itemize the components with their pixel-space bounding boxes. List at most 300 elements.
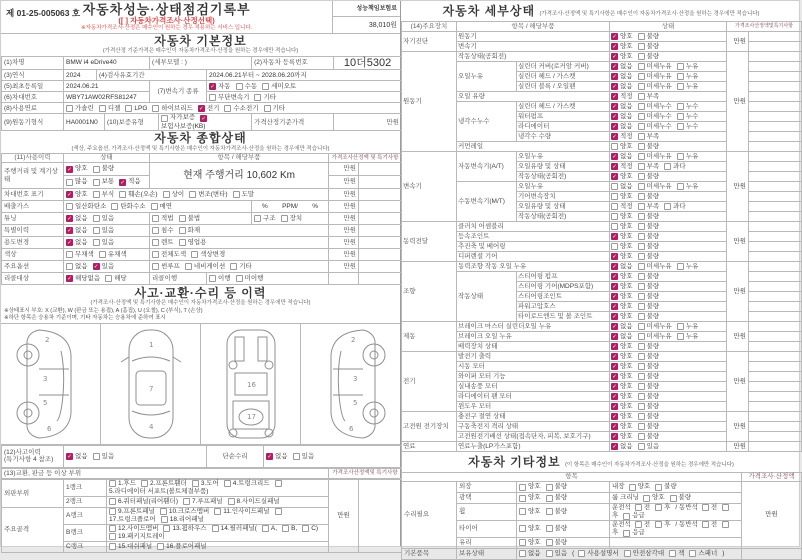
checkbox-checked[interactable]: ✓ [612,114,617,120]
checkbox[interactable] [228,498,235,505]
checkbox-checked[interactable]: ✓ [612,354,617,360]
usage-label: 용도변경 [2,237,64,249]
option-label: 있음 [101,214,115,222]
checkbox[interactable] [66,179,73,186]
checkbox[interactable] [109,533,116,540]
checkbox[interactable] [638,333,645,340]
option-label: 누수 [685,113,699,120]
checkbox[interactable] [624,550,631,557]
option-label: 불량 [646,343,660,350]
checkbox[interactable] [638,393,645,400]
checkbox[interactable] [722,521,729,528]
checkbox[interactable] [546,539,553,546]
checkbox[interactable] [152,227,159,234]
option-label: 과다 [673,203,686,210]
checkbox[interactable] [638,363,645,370]
checkbox-checked[interactable]: ✓ [612,84,617,90]
checkbox-checked[interactable]: ✓ [612,34,617,40]
checkbox-checked[interactable]: ✓ [612,254,617,260]
option-group [611,122,725,131]
checkbox[interactable] [157,543,164,550]
price-blank [749,222,802,232]
option-label: 양호 [528,539,541,547]
checkbox[interactable] [638,433,645,440]
checkbox[interactable] [546,484,553,491]
page-title: 자동차성능·상태점검기록부 [82,2,251,17]
option-label: 없음 [75,262,88,270]
registration-number: 10더5302 [334,56,402,70]
checkbox[interactable] [677,153,684,160]
rank-label: A랭크 [64,507,107,524]
checkbox-checked[interactable]: ✓ [612,94,617,100]
column-header: 가격조사산정액및 특기사항 [329,468,402,478]
checkbox-checked[interactable]: ✓ [67,228,72,235]
checkbox[interactable] [638,413,645,420]
checkbox[interactable] [302,525,309,532]
checkbox[interactable] [677,333,684,340]
checkbox[interactable] [638,43,645,50]
checkbox[interactable] [93,239,100,246]
checkbox[interactable] [519,539,526,546]
checkbox-checked[interactable]: ✓ [120,179,125,186]
checkbox[interactable] [275,480,282,487]
option-label: 양호 [528,494,541,502]
checkbox[interactable] [254,94,261,101]
checkbox-checked[interactable]: ✓ [67,240,72,247]
checkbox[interactable] [119,191,126,198]
price-unit-text: 만원 [733,288,747,295]
checkbox-checked[interactable]: ✓ [612,64,617,70]
checkbox[interactable] [93,166,100,173]
checkbox[interactable] [638,183,645,190]
checkbox-checked[interactable]: ✓ [612,344,617,350]
checkbox[interactable] [546,525,553,532]
rank-label: 2랭크 [64,496,107,507]
checkbox-checked[interactable]: ✓ [267,453,272,460]
item-options [150,249,329,261]
checkbox-checked[interactable]: ✓ [67,216,72,223]
checkbox[interactable] [224,480,231,487]
option-label: 스패너 [698,550,718,558]
checkbox[interactable] [638,383,645,390]
checkbox-checked[interactable]: ✓ [612,154,617,160]
checkbox[interactable] [578,550,585,557]
checkbox[interactable] [638,403,645,410]
checkbox[interactable] [638,133,645,140]
option-label: 양호 [651,494,665,502]
checkbox[interactable] [163,191,170,198]
checkbox[interactable] [546,495,553,502]
checkbox-checked[interactable]: ✓ [612,294,617,300]
checkbox[interactable] [638,83,645,90]
checkbox[interactable] [275,508,282,515]
checkbox[interactable] [638,93,645,100]
checkbox[interactable] [677,263,684,270]
checkbox[interactable] [638,353,645,360]
option-label: 없음 [275,452,288,460]
checkbox[interactable] [638,153,645,160]
checkbox[interactable] [638,53,645,60]
checkbox[interactable] [264,105,271,112]
checkbox[interactable] [519,484,526,491]
checkbox-checked[interactable]: ✓ [612,424,617,430]
checkbox[interactable] [638,63,645,70]
field-label: (2)자동차 등록번호 [252,56,334,70]
checkbox[interactable] [638,283,645,290]
checkbox-checked[interactable]: ✓ [199,105,204,112]
checkbox-checked[interactable]: ✓ [612,174,617,180]
option-group [209,275,326,282]
checkbox[interactable] [293,453,300,460]
checkbox[interactable] [66,105,73,112]
svg-text:1: 1 [148,340,153,349]
checkbox-checked[interactable]: ✓ [612,284,617,290]
price-blank [749,442,802,452]
checkbox[interactable] [638,293,645,300]
price-unit: 만원 [329,213,359,225]
item-label: 동력조향 작동 오일 누유 [457,262,610,272]
checkbox[interactable] [111,203,118,210]
checkbox[interactable] [702,504,709,511]
checkbox[interactable] [638,233,645,240]
extra-options [610,482,742,493]
checkbox[interactable] [638,343,645,350]
checkbox-checked[interactable]: ✓ [612,304,617,310]
checkbox[interactable] [105,275,112,282]
checkbox[interactable] [677,63,684,70]
checkbox[interactable] [638,193,645,200]
state-options [610,112,727,122]
option-label: 불량 [646,363,660,370]
checkbox[interactable] [93,453,100,460]
checkbox[interactable] [638,173,645,180]
checkbox[interactable] [161,115,168,122]
table-row [2,163,402,176]
checkbox[interactable] [161,516,168,523]
checkbox-checked[interactable]: ✓ [612,264,617,270]
detail-row [402,32,802,42]
checkbox[interactable] [702,521,709,528]
checkbox[interactable] [635,521,642,528]
checkbox-checked[interactable]: ✓ [67,276,72,283]
table-row [402,548,802,559]
checkbox[interactable] [611,243,618,250]
option-label: 누유 [685,153,699,160]
checkbox[interactable] [638,213,645,220]
option-label: 렌트 [161,238,174,246]
checkbox[interactable] [189,191,196,198]
checkbox[interactable] [611,213,618,220]
checkbox-checked[interactable]: ✓ [612,164,617,170]
checkbox[interactable] [66,263,73,270]
state-options [610,72,727,82]
checkbox[interactable] [638,263,645,270]
state-options [64,189,329,201]
checkbox-checked[interactable]: ✓ [612,234,617,240]
option-label: 이행 [218,274,231,282]
checkbox[interactable] [638,423,645,430]
price-blank [359,237,402,249]
checkbox[interactable] [638,123,645,130]
checkbox[interactable] [670,495,677,502]
checkbox-checked[interactable]: ✓ [612,414,617,420]
checkbox[interactable] [638,73,645,80]
option-label: 기타 [263,93,276,101]
checkbox[interactable] [179,215,186,222]
checkbox[interactable] [281,215,288,222]
checkbox[interactable] [519,508,526,515]
checkbox-checked[interactable]: ✓ [612,404,617,410]
header-title-block [1,1,332,33]
checkbox[interactable] [623,530,630,537]
column-header: 상태 [610,22,727,32]
option-label: 미세누수 [646,113,672,120]
checkbox[interactable] [638,253,645,260]
checkbox-checked[interactable]: ✓ [612,124,617,130]
checkbox[interactable] [519,550,526,557]
checkbox-checked[interactable]: ✓ [201,115,206,122]
checkbox[interactable] [141,480,148,487]
checkbox[interactable] [230,263,237,270]
checkbox[interactable] [643,495,650,502]
option-group [66,215,147,222]
checkbox-checked[interactable]: ✓ [612,394,617,400]
checkbox[interactable] [254,215,261,222]
checkbox[interactable] [262,525,269,532]
checkbox[interactable] [179,239,186,246]
checkbox[interactable] [638,303,645,310]
checkbox[interactable] [677,113,684,120]
group-label: 조향 [402,262,457,322]
checkbox[interactable] [262,83,269,90]
option-label: 불량 [646,353,660,360]
checkbox-checked[interactable]: ✓ [612,314,617,320]
option-label: 불량 [646,273,660,280]
checkbox[interactable] [93,179,100,186]
checkbox[interactable] [677,73,684,80]
checkbox[interactable] [163,525,170,532]
table-row [2,213,402,225]
checkbox[interactable] [638,443,645,450]
checkbox[interactable] [109,525,116,532]
state-options [610,52,727,62]
overall-title: 자동차 종합상태 [154,131,247,146]
checkbox[interactable] [191,251,198,258]
checkbox[interactable] [655,521,662,528]
option-label: 2.프론트휀더 [149,479,187,487]
option-group [152,263,326,270]
checkbox-checked[interactable]: ✓ [612,374,617,380]
checkbox[interactable] [160,508,167,515]
option-label: 있음 [301,452,315,460]
table-row [2,261,402,273]
checkbox[interactable] [109,498,116,505]
checkbox[interactable] [212,525,219,532]
option-group [611,362,725,371]
checkbox-checked[interactable]: ✓ [612,54,617,60]
checkbox[interactable] [669,550,676,557]
option-group [611,82,725,91]
checkbox[interactable] [677,103,684,110]
checkbox[interactable] [66,203,73,210]
checkbox[interactable] [611,223,618,230]
checkbox-checked[interactable]: ✓ [612,334,617,340]
checkbox-checked[interactable]: ✓ [612,384,617,390]
checkbox-checked[interactable]: ✓ [210,83,215,90]
checkbox[interactable] [635,504,642,511]
checkbox[interactable] [152,215,159,222]
svg-text:2: 2 [350,335,355,344]
item-label: 디퍼렌셜 기어 [457,252,610,262]
price-unit: 만원 [329,201,359,213]
checkbox[interactable] [519,495,526,502]
checkbox[interactable] [183,498,190,505]
checkbox[interactable] [185,263,192,270]
checkbox-checked[interactable]: ✓ [612,104,617,110]
checkbox[interactable] [677,183,684,190]
checkbox[interactable] [655,484,662,491]
state-options [610,212,727,222]
checkbox-checked[interactable]: ✓ [612,324,617,330]
item-label: 기어변속장치 [517,192,610,202]
checkbox[interactable] [638,163,645,170]
item-label: 구동축전지 격리 상태 [457,422,610,432]
state-options [610,82,727,92]
checkbox[interactable] [689,550,696,557]
checkbox-checked[interactable]: ✓ [612,444,617,450]
checkbox[interactable] [638,273,645,280]
option-label: 없음 [75,226,88,234]
car-damage-diagrams [1,323,400,445]
table-header-row [2,154,402,163]
checkbox[interactable] [152,105,159,112]
checkbox[interactable] [93,215,100,222]
checkbox[interactable] [638,203,645,210]
option-group [611,282,725,291]
checkbox[interactable] [151,203,158,210]
checkbox[interactable] [664,203,671,210]
checkbox[interactable] [192,480,199,487]
checkbox[interactable] [677,123,684,130]
option-group [611,112,725,121]
option-group [611,242,725,251]
checkbox[interactable] [638,243,645,250]
checkbox[interactable] [638,223,645,230]
checkbox[interactable] [99,105,106,112]
checkbox[interactable] [546,508,553,515]
checkbox[interactable] [93,191,100,198]
checkbox[interactable] [109,543,116,550]
checkbox[interactable] [519,525,526,532]
checkbox[interactable] [638,323,645,330]
checkbox[interactable] [638,373,645,380]
option-label: 응급 [632,529,645,537]
checkbox[interactable] [546,550,553,557]
checkbox[interactable] [655,504,662,511]
checkbox[interactable] [209,275,216,282]
checkbox[interactable] [99,251,106,258]
price-unit-text: 만원 [733,98,747,105]
checkbox[interactable] [638,113,645,120]
checkbox[interactable] [236,83,243,90]
option-label: 누유 [685,333,699,340]
checkbox[interactable] [638,143,645,150]
checkbox[interactable] [214,508,221,515]
checkbox[interactable] [638,313,645,320]
checkbox-checked[interactable]: ✓ [67,192,72,199]
option-label: 양호 [75,190,88,198]
report-header [1,1,400,34]
checkbox[interactable] [236,275,243,282]
inspection-period-value: 2024.06.21부터 ~ 2028.06.20까지 [207,70,402,81]
checkbox[interactable] [93,227,100,234]
checkbox[interactable] [282,525,289,532]
checkbox[interactable] [664,163,671,170]
price-blank [359,201,402,213]
checkbox-checked[interactable]: ✓ [612,44,617,50]
checkbox[interactable] [109,508,116,515]
checkbox[interactable] [125,105,132,112]
option-label: 디젤 [107,104,121,112]
panel-options [107,541,329,552]
checkbox[interactable] [152,263,159,270]
option-group [611,182,725,191]
price-blank [749,52,802,62]
checkbox[interactable] [233,191,240,198]
car-bottom-diagram [201,324,301,444]
checkbox[interactable] [152,251,159,258]
checkbox-checked[interactable]: ✓ [612,134,617,140]
checkbox[interactable] [611,193,618,200]
svg-text:7: 7 [148,384,153,393]
checkbox[interactable] [66,251,73,258]
option-group [612,521,739,537]
checkbox[interactable] [623,513,630,520]
svg-text:5: 5 [42,398,47,407]
checkbox[interactable] [677,83,684,90]
page-subtitle: ([ ] 자동차가격조사·산정선택) [118,15,215,25]
checkbox-checked[interactable]: ✓ [67,166,72,173]
option-label: 양호 [620,273,633,280]
checkbox[interactable] [109,480,116,487]
checkbox[interactable] [611,143,618,150]
checkbox-checked[interactable]: ✓ [67,453,72,460]
checkbox-checked[interactable]: ✓ [612,434,617,440]
option-group [519,508,607,515]
checkbox-checked[interactable]: ✓ [612,364,617,370]
checkbox-checked[interactable]: ✓ [93,264,99,271]
price-blank [749,32,802,42]
checkbox-checked[interactable]: ✓ [612,74,617,80]
option-label: 장치 [289,214,303,222]
checkbox[interactable] [224,105,231,112]
checkbox[interactable] [638,103,645,110]
checkbox[interactable] [209,94,216,101]
checkbox[interactable] [629,484,636,491]
option-label: 부족 [646,133,660,140]
checkbox[interactable] [722,504,729,511]
checkbox[interactable] [677,323,684,330]
option-group [611,132,725,141]
checkbox[interactable] [152,239,159,246]
checkbox-checked[interactable]: ✓ [612,274,617,280]
checkbox[interactable] [611,203,618,210]
checkbox[interactable] [638,33,645,40]
price-unit [727,442,749,452]
checkbox[interactable] [611,183,618,190]
option-group [612,494,739,501]
checkbox[interactable] [179,227,186,234]
